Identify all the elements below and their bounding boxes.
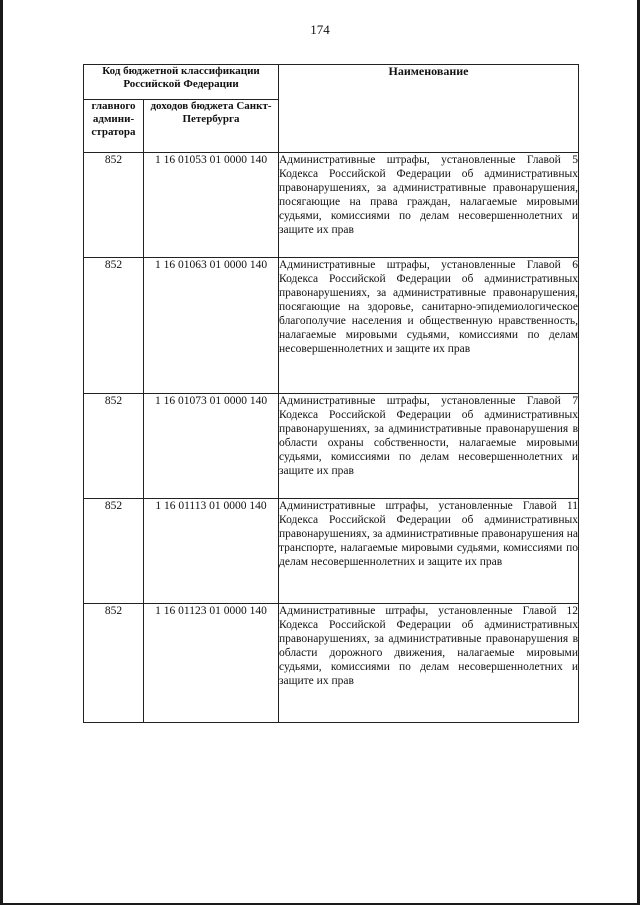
name-cell: Административные штрафы, установленные Главой 7 Кодекса Российской Федерации об административных правонарушениях, за административные правонарушения в области охраны собственности, налагаемые мировыми судьями, комиссиями по делам несовершеннолетних и защите их прав: [279, 394, 579, 499]
budget-classification-table: [83, 64, 579, 723]
name-cell: Административные штрафы, установленные Главой 11 Кодекса Российской Федерации об административных правонарушениях, за административные правонарушения на транспорте, налагаемые мировыми судьями, комиссиями по делам несовершеннолетних и защите их прав: [279, 499, 579, 604]
name-cell: Административные штрафы, установленные Главой 5 Кодекса Российской Федерации об административных правонарушениях, за административные правонарушения, посягающие на права граждан, налагаемые мировыми судьями, комиссиями по делам несовершеннолетних и защите их прав: [279, 153, 579, 258]
page-number: 174: [310, 22, 330, 37]
name-cell: Административные штрафы, установленные Главой 6 Кодекса Российской Федерации об административных правонарушениях, за административные правонарушения, посягающие на здоровье, санитарно-эпидемиологическое благополучие населения и общественную нравственность, налагаемые мировыми судьями, комиссиями по делам несовершеннолетних и защите их прав: [279, 258, 579, 394]
admin-code-cell: 852: [84, 604, 144, 723]
table-row: [84, 394, 579, 499]
admin-code-cell: 852: [84, 499, 144, 604]
admin-code-cell: 852: [84, 258, 144, 394]
table-row: [84, 604, 579, 723]
table-row: [84, 499, 579, 604]
income-code-cell: 1 16 01053 01 0000 140: [144, 153, 279, 258]
header-admin: главного админи-стратора: [84, 100, 144, 153]
name-cell: Административные штрафы, установленные Главой 12 Кодекса Российской Федерации об административных правонарушениях, за административные правонарушения в области дорожного движения, налагаемые мировыми судьями, комиссиями по делам несовершеннолетних и защите их прав: [279, 604, 579, 723]
income-code-cell: 1 16 01063 01 0000 140: [144, 258, 279, 394]
header-budget-code-group: Код бюджетной классификации Российской Федерации: [84, 65, 279, 100]
admin-code-cell: 852: [84, 153, 144, 258]
header-income: доходов бюджета Санкт-Петербурга: [144, 100, 279, 153]
income-code-cell: 1 16 01113 01 0000 140: [144, 499, 279, 604]
header-name: Наименование: [279, 65, 579, 153]
income-code-cell: 1 16 01123 01 0000 140: [144, 604, 279, 723]
table-row: [84, 153, 579, 258]
table-row: [84, 258, 579, 394]
income-code-cell: 1 16 01073 01 0000 140: [144, 394, 279, 499]
admin-code-cell: 852: [84, 394, 144, 499]
